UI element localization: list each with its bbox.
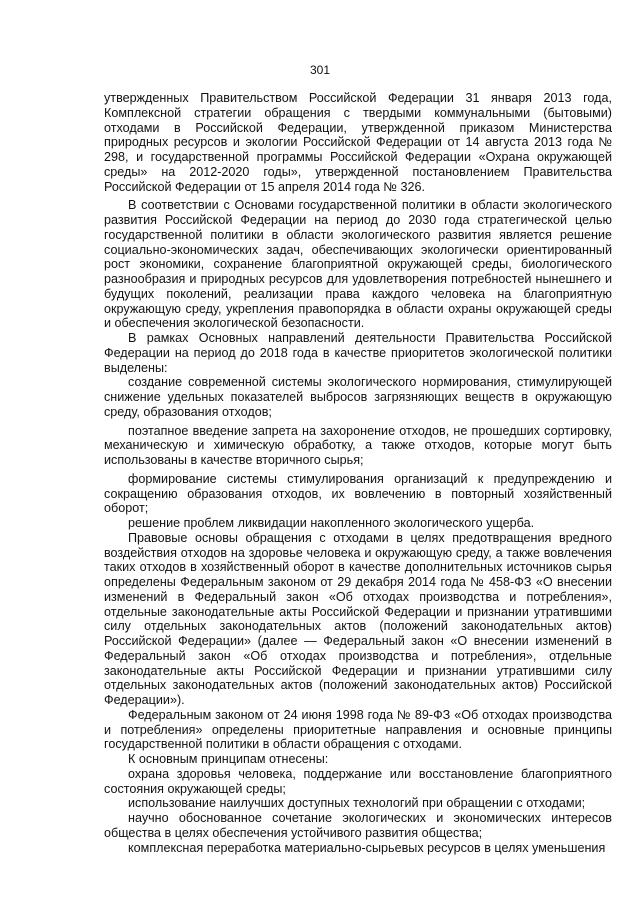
body-text [104, 91, 612, 855]
paragraph-3: В рамках Основных направлений деятельности Правительства Российской Федерации на период до 2018 года в качестве приоритетов экологической политики выделены: [104, 331, 612, 375]
paragraph-7: решение проблем ликвидации накопленного экологического ущерба. [128, 516, 535, 530]
paragraph-12: использование наилучших доступных технологий при обращении с отходами; [128, 796, 586, 811]
paragraph-14: комплексная переработка материально-сырьевых ресурсов в целях уменьшения [128, 840, 606, 855]
paragraph-5: поэтапное введение запрета на захоронение отходов, не прошедших сортировку, механическую и химическую обработку, а также отходов, которые могут быть использованы в качестве вторичного сырья; [104, 423, 612, 467]
paragraph-6: формирование системы стимулирования организаций к предупреждению и сокращению образования отходов, их вовлечению в повторный хозяйственный оборот; [104, 471, 612, 516]
paragraph-11: охрана здоровья человека, поддержание или восстановление благоприятного состояния окружающей среды; [104, 766, 612, 796]
paragraph-13: научно обоснованное сочетание экологических и экономических интересов общества в целях обеспечения устойчивого развития общества; [104, 811, 612, 840]
paragraph-9: Федеральным законом от 24 июня 1998 года № 89-ФЗ «Об отходах производства и потребления» определены приоритетные направления и основные принципы государственной политики в области обращения с отходами. [104, 707, 612, 752]
page-number: 301 [309, 63, 331, 77]
paragraph-2: В соответствии с Основами государственной политики в области экологического развития Российской Федерации на период до 2030 года стратегической целью государственной политики в области экологического развития является решение социально-экономических задач, обеспечивающих экологически ориентированный рост экономики, сохранение благоприятной окружающей среды, биологического разнообразия и природных ресурсов для удовлетворения потребностей нынешнего и будущих поколений, реализации права каждого человека на благоприятную окружающую среду, укрепления правопорядка в области охраны окружающей среды и обеспечения экологической безопасности. [104, 198, 612, 331]
paragraph-1: утвержденных Правительством Российской Федерации 31 января 2013 года, Комплексной стратегии обращения с твердыми коммунальными (бытовыми) отходами в Российской Федерации, утвержденной приказом Министерства природных ресурсов и экологии Российской Федерации от 14 августа 2013 года № 298, и государственной программы Российской Федерации «Охрана окружающей среды» на 2012-2020 годы», утвержденной постановлением Правительства Российской Федерации от 15 апреля 2014 года № 326. [104, 91, 612, 194]
paragraph-4: создание современной системы экологического нормирования, стимулирующей снижение удельных показателей выбросов загрязняющих веществ в окружающую среду, образования отходов; [104, 375, 612, 419]
paragraph-10: К основным принципам отнесены: [128, 752, 329, 766]
paragraph-8: Правовые основы обращения с отходами в целях предотвращения вредного воздействия отходов на здоровье человека и окружающую среду, а также вовлечения таких отходов в хозяйственный оборот в качестве дополнительных источников сырья определены Федеральным законом от 29 декабря 2014 года № 458-ФЗ «О внесении изменений в Федеральный закон «Об отходах производства и потребления», отдельные законодательные акты Российской Федерации и признании утратившими силу отдельных законодательных актов (положений законодательных актов) Российской Федерации» (далее — Федеральный закон «О внесении изменений в Федеральный закон «Об отходах производства и потребления», отдельные законодательные акты Российской Федерации и признании утратившими силу отдельных законодательных актов (положений законодательных актов) Российской Федерации»). [104, 530, 612, 707]
